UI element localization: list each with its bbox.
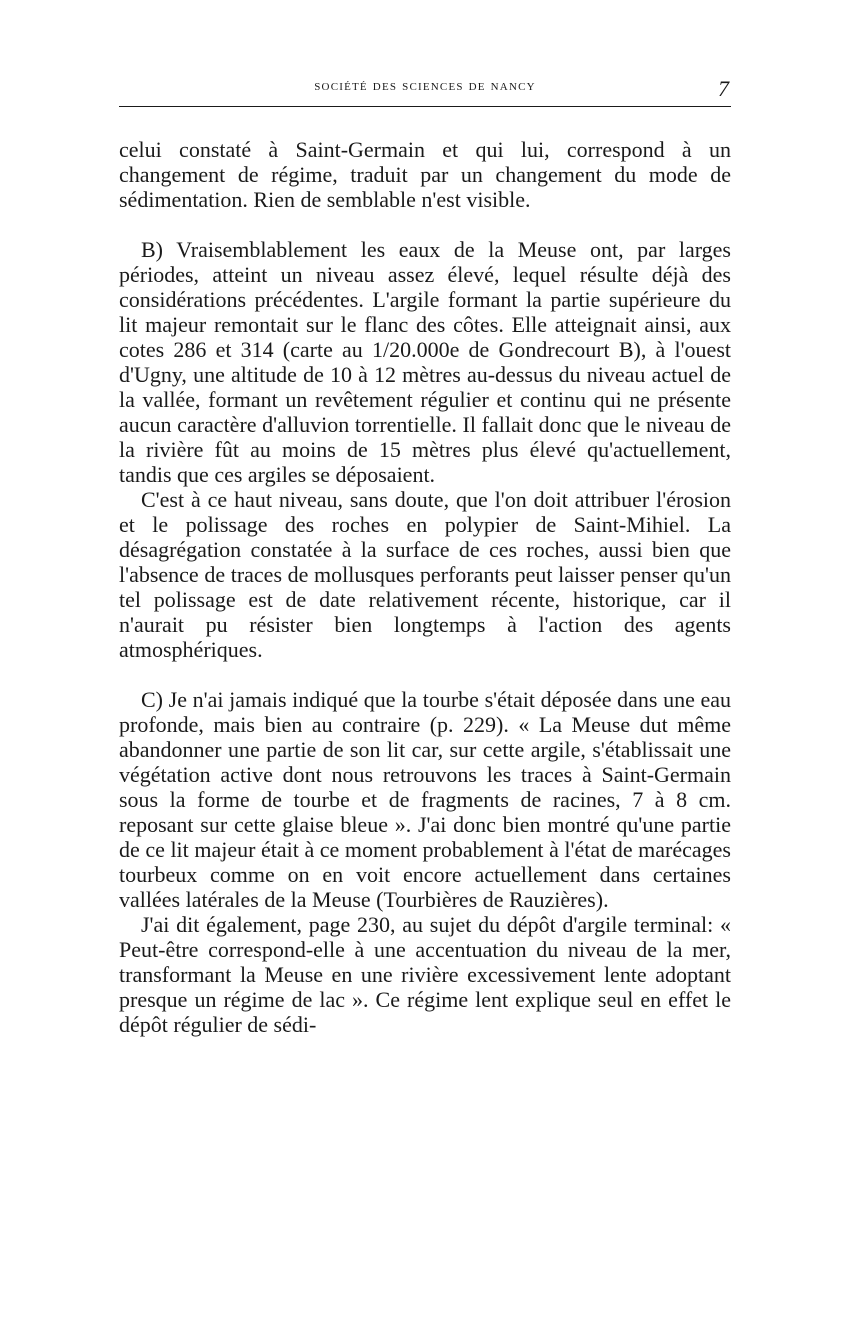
paragraph-continuation: celui constaté à Saint-Germain et qui lui, correspond à un changement de régime, traduit par un changement du mode de sédimentation. Rien de semblable n'est visible. [119, 137, 731, 212]
paragraph-c: C) Je n'ai jamais indiqué que la tourbe s'était déposée dans une eau profonde, mais bien au contraire (p. 229). « La Meuse dut même abandonner une partie de son lit car, sur cette argile, s'établissait une végétation active dont nous retrouvons les traces à Saint-Germain sous la forme de tourbe et de fragments de racines, 7 à 8 cm. reposant sur cette glaise bleue ». J'ai donc bien montré qu'une partie de ce lit majeur était à ce moment probablement à l'état de marécages tourbeux comme on en voit encore actuellement dans certaines vallées latérales de la Meuse (Tourbières de Rauzières). [119, 687, 731, 912]
document-page [119, 78, 731, 1037]
header-rule [119, 106, 731, 107]
running-head [119, 78, 731, 104]
paragraph-argile-terminal: J'ai dit également, page 230, au sujet du dépôt d'argile terminal: « Peut-être correspond-elle à une accentuation du niveau de la mer, transformant la Meuse en une rivière excessivement lente adoptant presque un régime de lac ». Ce régime lent explique seul en effet le dépôt régulier de sédi- [119, 912, 731, 1037]
journal-title: société des sciences de nancy [314, 78, 536, 94]
paragraph-haut-niveau: C'est à ce haut niveau, sans doute, que l'on doit attribuer l'érosion et le polissage des roches en polypier de Saint-Mihiel. La désagrégation constatée à la surface de ces roches, aussi bien que l'absence de traces de mollusques perforants peut laisser penser qu'un tel polissage est de date relativement récente, historique, car il n'aurait pu résister bien longtemps à l'action des agents atmosphériques. [119, 487, 731, 662]
paragraph-b: B) Vraisemblablement les eaux de la Meuse ont, par larges périodes, atteint un niveau assez élevé, lequel résulte déjà des considérations précédentes. L'argile formant la partie supérieure du lit majeur remontait sur le flanc des côtes. Elle atteignait ainsi, aux cotes 286 et 314 (carte au 1/20.000e de Gondrecourt B), à l'ouest d'Ugny, une altitude de 10 à 12 mètres au-dessus du niveau actuel de la vallée, formant un revêtement régulier et continu qui ne présente aucun caractère d'alluvion torrentielle. Il fallait donc que le niveau de la rivière fût au moins de 15 mètres plus élevé qu'actuellement, tandis que ces argiles se déposaient. [119, 237, 731, 487]
page-number: 7 [718, 76, 729, 101]
